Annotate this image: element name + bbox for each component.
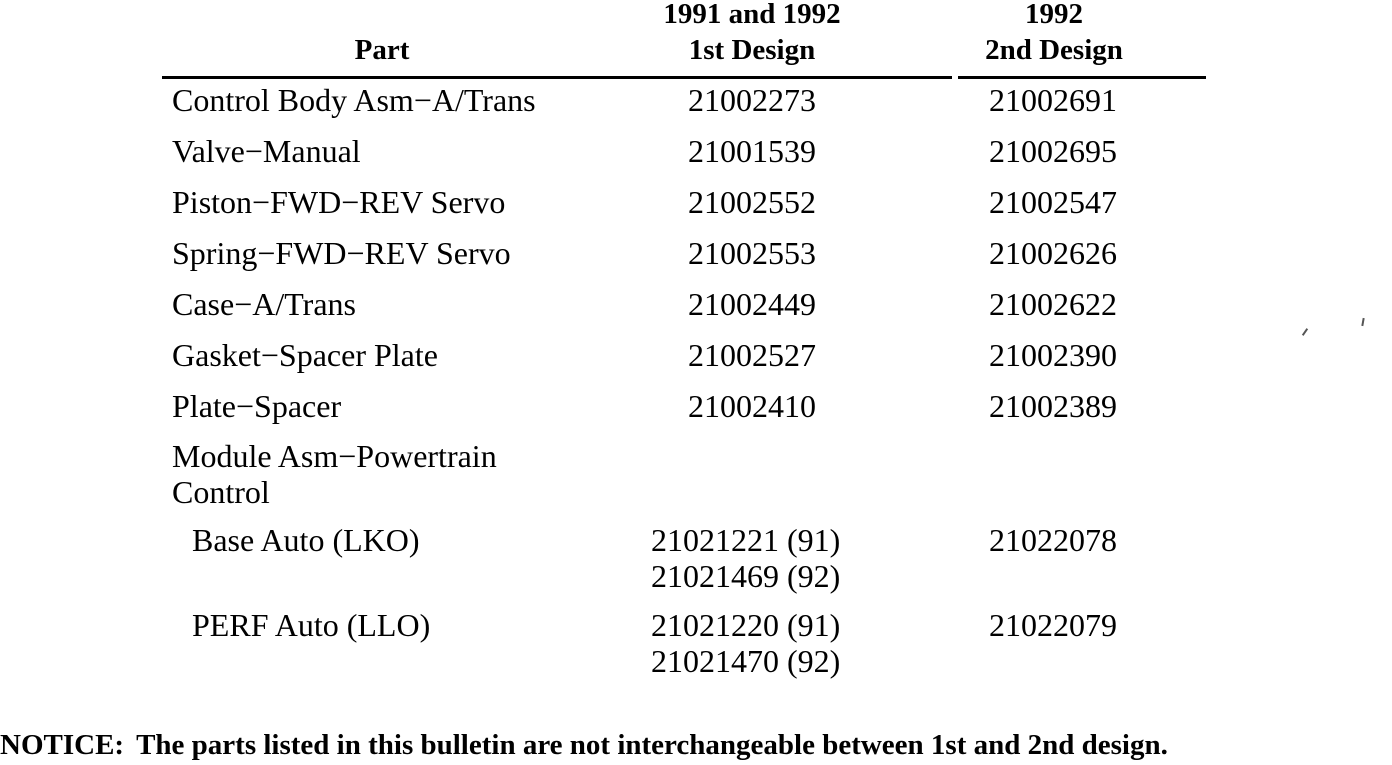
- second-design-header-line1: 1992: [1025, 0, 1083, 30]
- part-cell-indented: PERF Auto (LLO): [192, 607, 431, 643]
- header-rule-first-design: [632, 76, 952, 79]
- second-design-cell: 21002622: [989, 286, 1117, 322]
- second-design-cell: 21002547: [989, 184, 1117, 220]
- second-design-header-line2: 2nd Design: [985, 34, 1123, 66]
- header-rule-part: [162, 76, 632, 79]
- first-design-cell-line1: 21021220 (91): [651, 607, 841, 643]
- scan-speck: [1302, 328, 1308, 336]
- first-design-column-header: [632, 0, 872, 68]
- first-design-cell: 21001539: [688, 133, 816, 169]
- second-design-cell: 21002691: [989, 82, 1117, 118]
- second-design-cell: 21002389: [989, 388, 1117, 424]
- first-design-cell-line2: 21021469 (92): [651, 558, 841, 594]
- part-cell: Piston−FWD−REV Servo: [172, 184, 506, 220]
- first-design-cell: 21002273: [688, 82, 816, 118]
- first-design-cell: 21002449: [688, 286, 816, 322]
- first-design-cell: 21002410: [688, 388, 816, 424]
- part-cell-indented: Base Auto (LKO): [192, 522, 420, 558]
- second-design-cell: 21022078: [989, 522, 1117, 558]
- first-design-cell: 21002553: [688, 235, 816, 271]
- part-cell: Valve−Manual: [172, 133, 361, 169]
- second-design-cell: 21002695: [989, 133, 1117, 169]
- second-design-cell: 21002390: [989, 337, 1117, 373]
- header-rule-second-design: [958, 76, 1206, 79]
- part-cell: Spring−FWD−REV Servo: [172, 235, 511, 271]
- part-cell: Plate−Spacer: [172, 388, 342, 424]
- notice-label: NOTICE:: [0, 729, 125, 761]
- first-design-cell: 21002527: [688, 337, 816, 373]
- module-part-line2: Control: [172, 474, 270, 510]
- first-design-header-line2: 1st Design: [688, 34, 816, 66]
- notice-text: The parts listed in this bulletin are not interchangeable between 1st and 2nd design.: [136, 729, 1168, 761]
- notice: [0, 725, 1180, 765]
- second-design-column-header: [954, 0, 1154, 68]
- first-design-cell: 21002552: [688, 184, 816, 220]
- second-design-cell: 21022079: [989, 607, 1117, 643]
- module-part-line1: Module Asm−Powertrain: [172, 438, 497, 474]
- first-design-cell-line1: 21021221 (91): [651, 522, 841, 558]
- part-cell: Gasket−Spacer Plate: [172, 337, 438, 373]
- part-column-header: Part: [354, 34, 410, 66]
- part-cell: Control Body Asm−A/Trans: [172, 82, 536, 118]
- scan-speck: [1361, 318, 1364, 326]
- part-cell: Case−A/Trans: [172, 286, 356, 322]
- second-design-cell: 21002626: [989, 235, 1117, 271]
- first-design-header-line1: 1991 and 1992: [663, 0, 841, 30]
- first-design-cell-line2: 21021470 (92): [651, 643, 841, 679]
